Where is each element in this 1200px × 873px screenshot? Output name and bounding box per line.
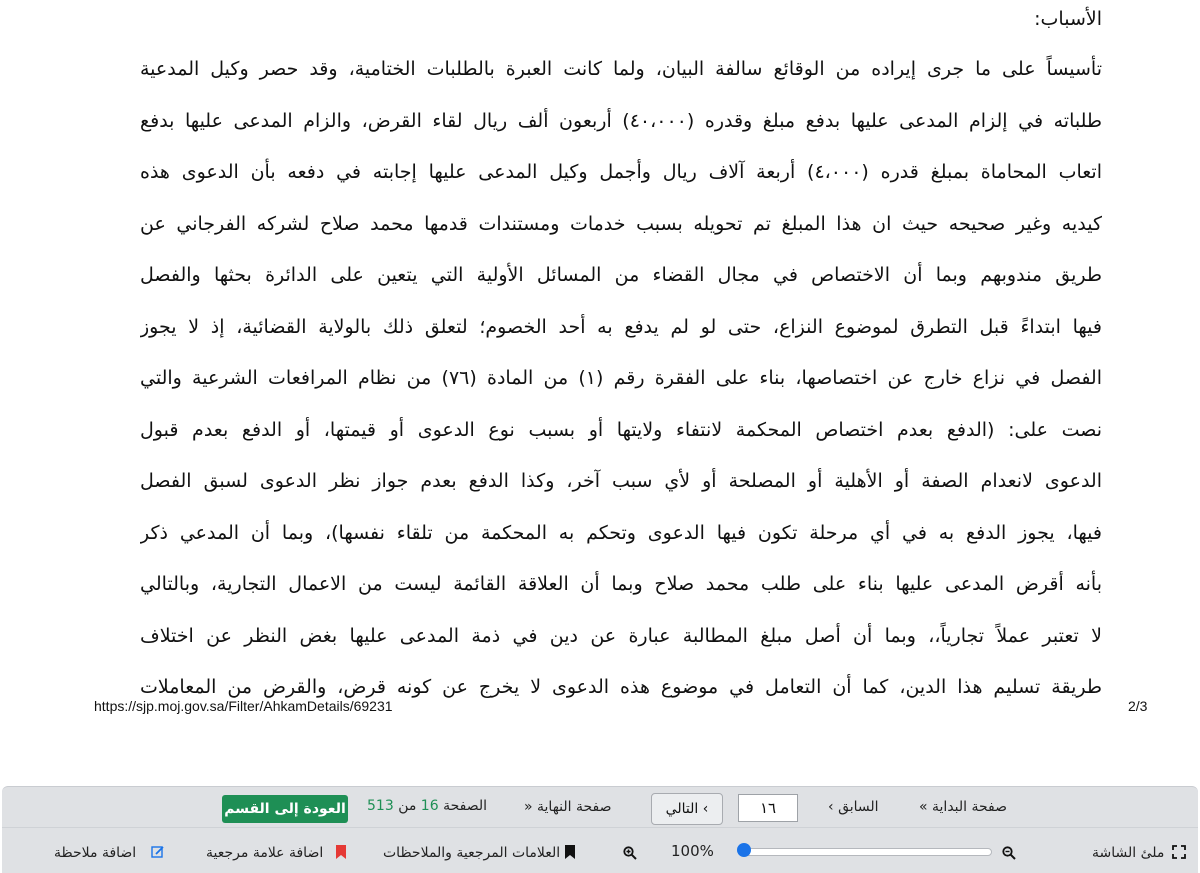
of-word: من	[398, 798, 417, 814]
add-bookmark-label: اضافة علامة مرجعية	[206, 845, 324, 861]
text-line: الدعوى لانعدام الصفة أو الأهلية أو المصلحة أو لأي سبب آخر، وكذا الدفع بعدم جواز نظر الدعوى لسبق الفصل	[140, 470, 1102, 492]
fullscreen-label: ملئ الشاشة	[1092, 845, 1165, 861]
page-indicator	[367, 798, 487, 814]
zoom-in-icon[interactable]	[623, 846, 637, 860]
document-paragraph	[140, 44, 1102, 714]
bookmarks-notes-button[interactable]	[383, 845, 560, 861]
text-line: طريقة تسليم هذا الدين، كما أن التعامل في موضوع هذه الدعوى لا يخرج عن كونه قرض، والقرض من المعاملات	[140, 676, 1102, 698]
double-chevron-right-icon: »	[524, 799, 533, 815]
next-label: التالي	[665, 801, 699, 817]
footer-url: https://sjp.moj.gov.sa/Filter/AhkamDetails/69231	[94, 698, 393, 714]
zoom-level: 100%	[671, 842, 714, 860]
text-line: فيها ابتداءً قبل التطرق لموضوع النزاع، حتى لو لم يدفع به أحد الخصوم؛ لتعلق ذلك بالولاية القضائية، إذ لا يجوز	[140, 315, 1102, 338]
chevron-left-icon: ‹	[828, 799, 834, 815]
edit-note-icon	[151, 845, 165, 859]
bookmark-red-icon	[336, 845, 346, 859]
last-page-button[interactable]	[524, 799, 612, 815]
zoom-out-icon[interactable]	[1002, 846, 1016, 860]
page-word: الصفحة	[443, 798, 487, 814]
text-line: الفصل في نزاع خارج عن اختصاصها، بناء على الفقرة رقم (١) من المادة (٧٦) من نظام المرافعات الشرعية والتي	[140, 367, 1102, 389]
bookmarks-notes-label: العلامات المرجعية والملاحظات	[383, 845, 561, 861]
text-line: لا تعتبر عملاً تجارياً،، وبما أن أصل مبلغ المطالبة عبارة عن دين في ذمة المدعى عليها بغض النظر عن اختلاف	[140, 624, 1102, 647]
section-heading: الأسباب:	[1034, 8, 1102, 30]
chevron-right-icon: ›	[702, 801, 709, 817]
previous-label: السابق	[838, 799, 879, 815]
fullscreen-button[interactable]	[1092, 845, 1164, 861]
bookmark-icon	[565, 845, 575, 859]
next-page-button[interactable]	[651, 793, 723, 825]
tools-row	[2, 828, 1198, 873]
fullscreen-icon	[1172, 845, 1186, 859]
footer-page-number: 2/3	[1128, 698, 1148, 714]
page-number-input[interactable]: ١٦	[738, 794, 798, 822]
current-page-number: 16	[420, 798, 439, 814]
first-page-label: صفحة البداية	[932, 799, 1008, 815]
add-bookmark-button[interactable]	[206, 845, 323, 861]
last-page-label: صفحة النهاية	[537, 799, 612, 815]
text-line: اتعاب المحاماة بمبلغ قدره (٤،٠٠٠) أربعة آلاف ريال وأجمل وكيل المدعى عليها إجابته في دفعه بأن الدعوى هذه	[140, 161, 1102, 183]
back-to-section-button[interactable]: العودة إلى القسم	[222, 795, 348, 823]
text-line: كيديه وغير صحيحه حيث ان هذا المبلغ تم تحويله بسبب خدمات ومستندات قدمها محمد صلاح لشركه الفرجاني عن	[140, 212, 1102, 235]
text-line: فيها، يجوز الدفع به في أي مرحلة تكون فيها الدعوى وتحكم به المحكمة من تلقاء نفسها)، وبما أن المدعي ذكر	[140, 521, 1102, 544]
previous-page-button[interactable]	[828, 799, 879, 815]
text-line: طريق مندوبهم وبما أن الاختصاص في مجال القضاء من المسائل الأولية التي يتعين على الدائرة بحثها والفصل	[140, 264, 1102, 286]
double-chevron-left-icon: «	[919, 799, 928, 815]
text-line: طلباته في إلزام المدعى عليها بدفع مبلغ وقدره (٤٠،٠٠٠) أربعون ألف ريال لقاء القرض، والزام المدعى عليها بدفع	[140, 109, 1102, 132]
viewer-toolbar	[2, 786, 1198, 873]
text-line: تأسيساً على ما جرى إيراده من الوقائع سالفة البيان، ولما كانت العبرة بالطلبات الختامية، وقد حصر وكيل المدعية	[140, 58, 1102, 80]
zoom-slider-handle[interactable]	[737, 843, 751, 857]
text-line: نصت على: (الدفع بعدم اختصاص المحكمة لانتفاء ولايتها أو بسبب نوع الدعوى أو قيمتها، أو الدفع بعدم قبول	[140, 418, 1102, 441]
total-pages-number: 513	[367, 798, 394, 814]
add-note-button[interactable]	[54, 845, 136, 861]
navigation-row	[2, 787, 1198, 828]
add-note-label: اضافة ملاحظة	[54, 845, 137, 861]
zoom-slider-track[interactable]	[744, 848, 992, 856]
first-page-button[interactable]	[919, 799, 1007, 815]
text-line: بأنه أقرض المدعى عليها بناء على طلب محمد صلاح وبما أن العلاقة القائمة ليست من الاعمال التجارية، وبالتالي	[140, 573, 1102, 595]
